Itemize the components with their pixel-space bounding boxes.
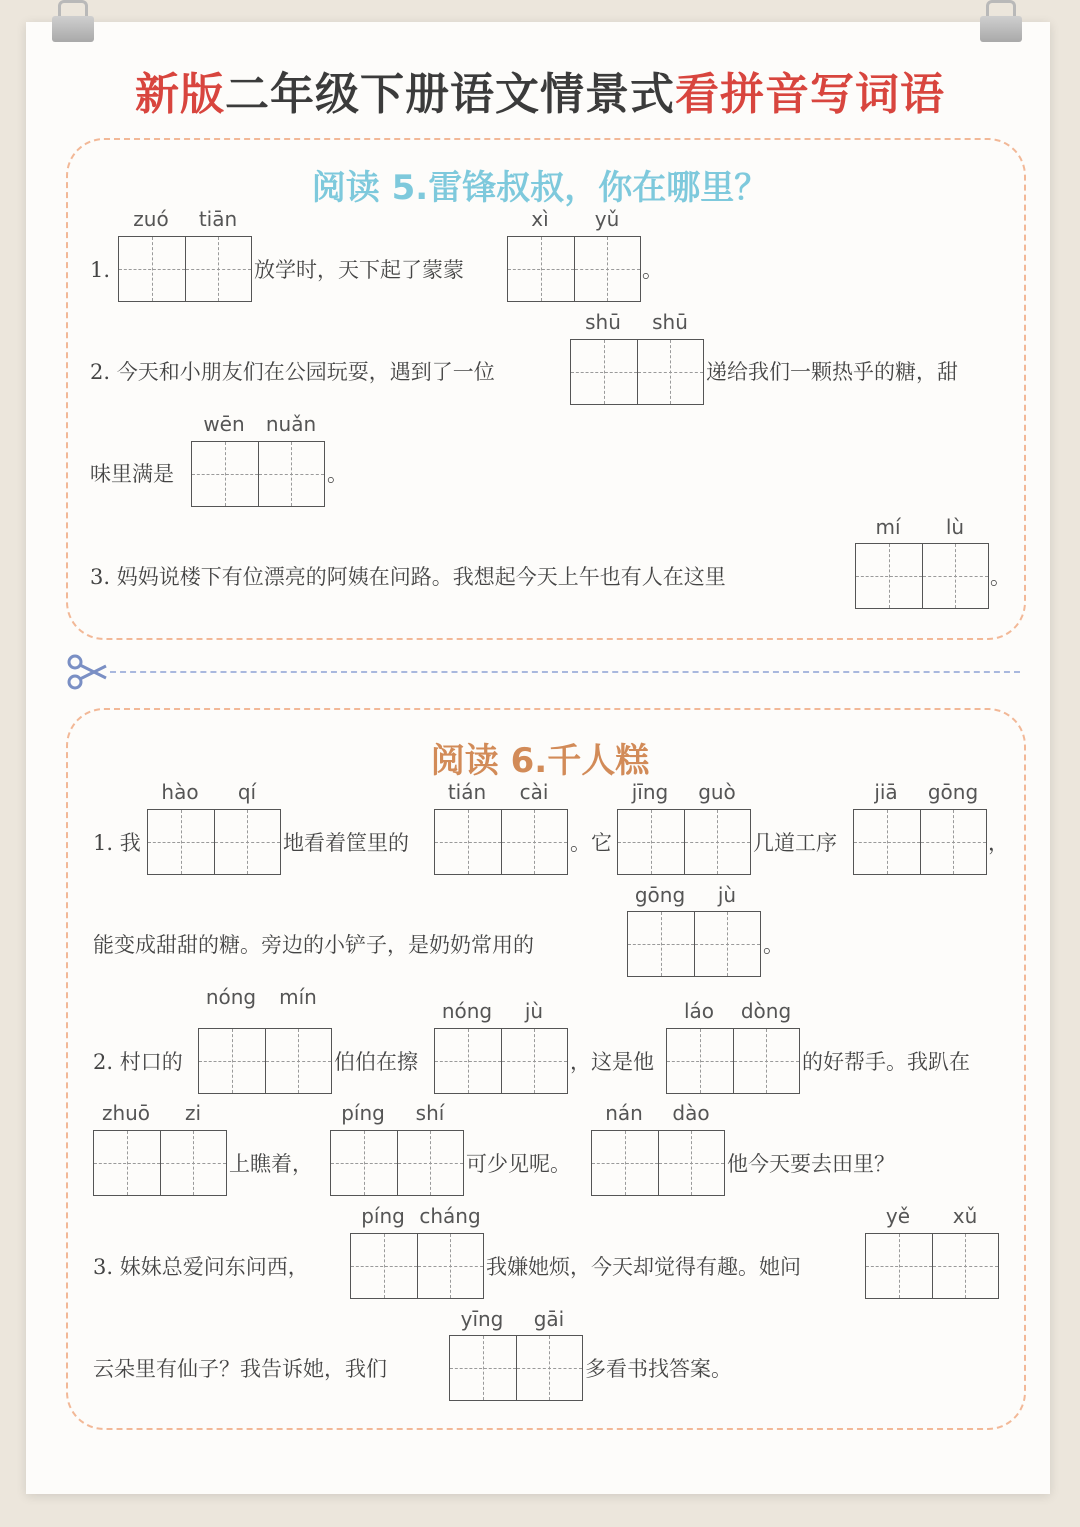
pinyin: mín (279, 985, 317, 1009)
binder-clip-icon (52, 0, 94, 44)
sentence-text: 递给我们一颗热乎的糖，甜 (706, 360, 958, 384)
pinyin: tiān (198, 207, 238, 231)
sentence-text: 2. 村口的 (93, 1050, 183, 1074)
title-part-new: 新版 (135, 69, 225, 120)
answer-box[interactable] (666, 1028, 800, 1094)
sentence-text: 。 (327, 462, 348, 486)
pinyin: shū (585, 310, 621, 334)
sentence-text: 味里满是 (90, 462, 174, 486)
sentence-text: 3. 妹妹总爱问东问西， (93, 1255, 309, 1279)
sentence-text: ，这是他 (570, 1050, 654, 1074)
sentence-text: 地看着筐里的 (283, 831, 409, 855)
pinyin: shū (652, 310, 688, 334)
sentence-text: 可少见呢。 (466, 1152, 571, 1176)
sentence-text: 。 (763, 933, 784, 957)
pinyin: yǔ (594, 207, 620, 231)
pinyin: mí (875, 515, 901, 539)
pinyin: jīng (631, 780, 669, 804)
answer-box[interactable] (147, 809, 281, 875)
sentence-text: 他今天要去田里？ (727, 1152, 895, 1176)
pinyin: yě (885, 1204, 911, 1228)
section-heading-6: 阅读 6.千人糕 (430, 741, 650, 781)
answer-box[interactable] (853, 809, 987, 875)
sentence-text: 的好帮手。我趴在 (802, 1050, 970, 1074)
sentence-text: 云朵里有仙子？我告诉她，我们 (93, 1357, 387, 1381)
pinyin: píng (341, 1101, 385, 1125)
pinyin: dào (672, 1101, 710, 1125)
pinyin: cài (519, 780, 549, 804)
answer-box[interactable] (434, 1028, 568, 1094)
pinyin: gōng (927, 780, 979, 804)
answer-box[interactable] (434, 809, 568, 875)
pinyin: gāi (533, 1307, 565, 1331)
pinyin: zuó (133, 207, 169, 231)
answer-box[interactable] (118, 236, 252, 302)
sentence-text: 。它 (570, 831, 612, 855)
pinyin: lù (945, 515, 965, 539)
pinyin: xì (531, 207, 549, 231)
answer-box[interactable] (507, 236, 641, 302)
pinyin: qí (237, 780, 257, 804)
title-part-task: 看拼音写词语 (675, 69, 945, 120)
pinyin: nóng (441, 999, 493, 1023)
answer-box[interactable] (627, 911, 761, 977)
sentence-text: ， (988, 831, 1009, 855)
sentence-text: 我嫌她烦，今天却觉得有趣。她问 (486, 1255, 801, 1279)
answer-box[interactable] (198, 1028, 332, 1094)
answer-box[interactable] (449, 1335, 583, 1401)
pinyin: cháng (419, 1204, 481, 1228)
title-part-grade: 二年级下册语文情景式 (225, 69, 675, 120)
pinyin: nuǎn (265, 412, 317, 436)
answer-box[interactable] (570, 339, 704, 405)
answer-box[interactable] (617, 809, 751, 875)
answer-box[interactable] (191, 441, 325, 507)
pinyin: nóng (205, 985, 257, 1009)
pinyin: dòng (740, 999, 792, 1023)
section-heading-5: 阅读 5.雷锋叔叔，你在哪里？ (311, 168, 769, 208)
answer-box[interactable] (865, 1233, 999, 1299)
sentence-text: 能变成甜甜的糖。旁边的小铲子，是奶奶常用的 (93, 933, 534, 957)
sentence-text: 1. 我 (93, 831, 141, 855)
cut-line (110, 671, 1020, 673)
sentence-text: 。 (990, 565, 1011, 589)
answer-box[interactable] (350, 1233, 484, 1299)
pinyin: nán (605, 1101, 643, 1125)
pinyin: jù (717, 883, 737, 907)
pinyin: zhuō (101, 1101, 151, 1125)
pinyin: wēn (203, 412, 245, 436)
sentence-text: 伯伯在擦 (334, 1050, 418, 1074)
pinyin: xǔ (952, 1204, 978, 1228)
pinyin: gōng (634, 883, 686, 907)
answer-box[interactable] (855, 543, 989, 609)
sentence-text: 上瞧着， (229, 1152, 313, 1176)
pinyin: jiā (874, 780, 898, 804)
pinyin: píng (361, 1204, 405, 1228)
pinyin: láo (683, 999, 715, 1023)
answer-box[interactable] (330, 1130, 464, 1196)
page-title (0, 58, 1080, 122)
sentence-text: 3. 妈妈说楼下有位漂亮的阿姨在问路。我想起今天上午也有人在这里 (90, 565, 726, 589)
sentence-text: 多看书找答案。 (585, 1357, 732, 1381)
pinyin: jù (524, 999, 544, 1023)
pinyin: zi (184, 1101, 202, 1125)
scissors-icon (66, 652, 108, 692)
answer-box[interactable] (93, 1130, 227, 1196)
pinyin: yīng (460, 1307, 504, 1331)
answer-box[interactable] (591, 1130, 725, 1196)
sentence-text: 几道工序 (753, 831, 837, 855)
pinyin: tián (447, 780, 487, 804)
pinyin: guò (698, 780, 736, 804)
pinyin: shí (415, 1101, 445, 1125)
pinyin: hào (161, 780, 199, 804)
question-number: 1. (90, 258, 111, 282)
binder-clip-icon (980, 0, 1022, 44)
sentence-text: 2. 今天和小朋友们在公园玩耍，遇到了一位 (90, 360, 495, 384)
sentence-text: 。 (642, 258, 663, 282)
sentence-text: 放学时，天下起了蒙蒙 (254, 258, 464, 282)
